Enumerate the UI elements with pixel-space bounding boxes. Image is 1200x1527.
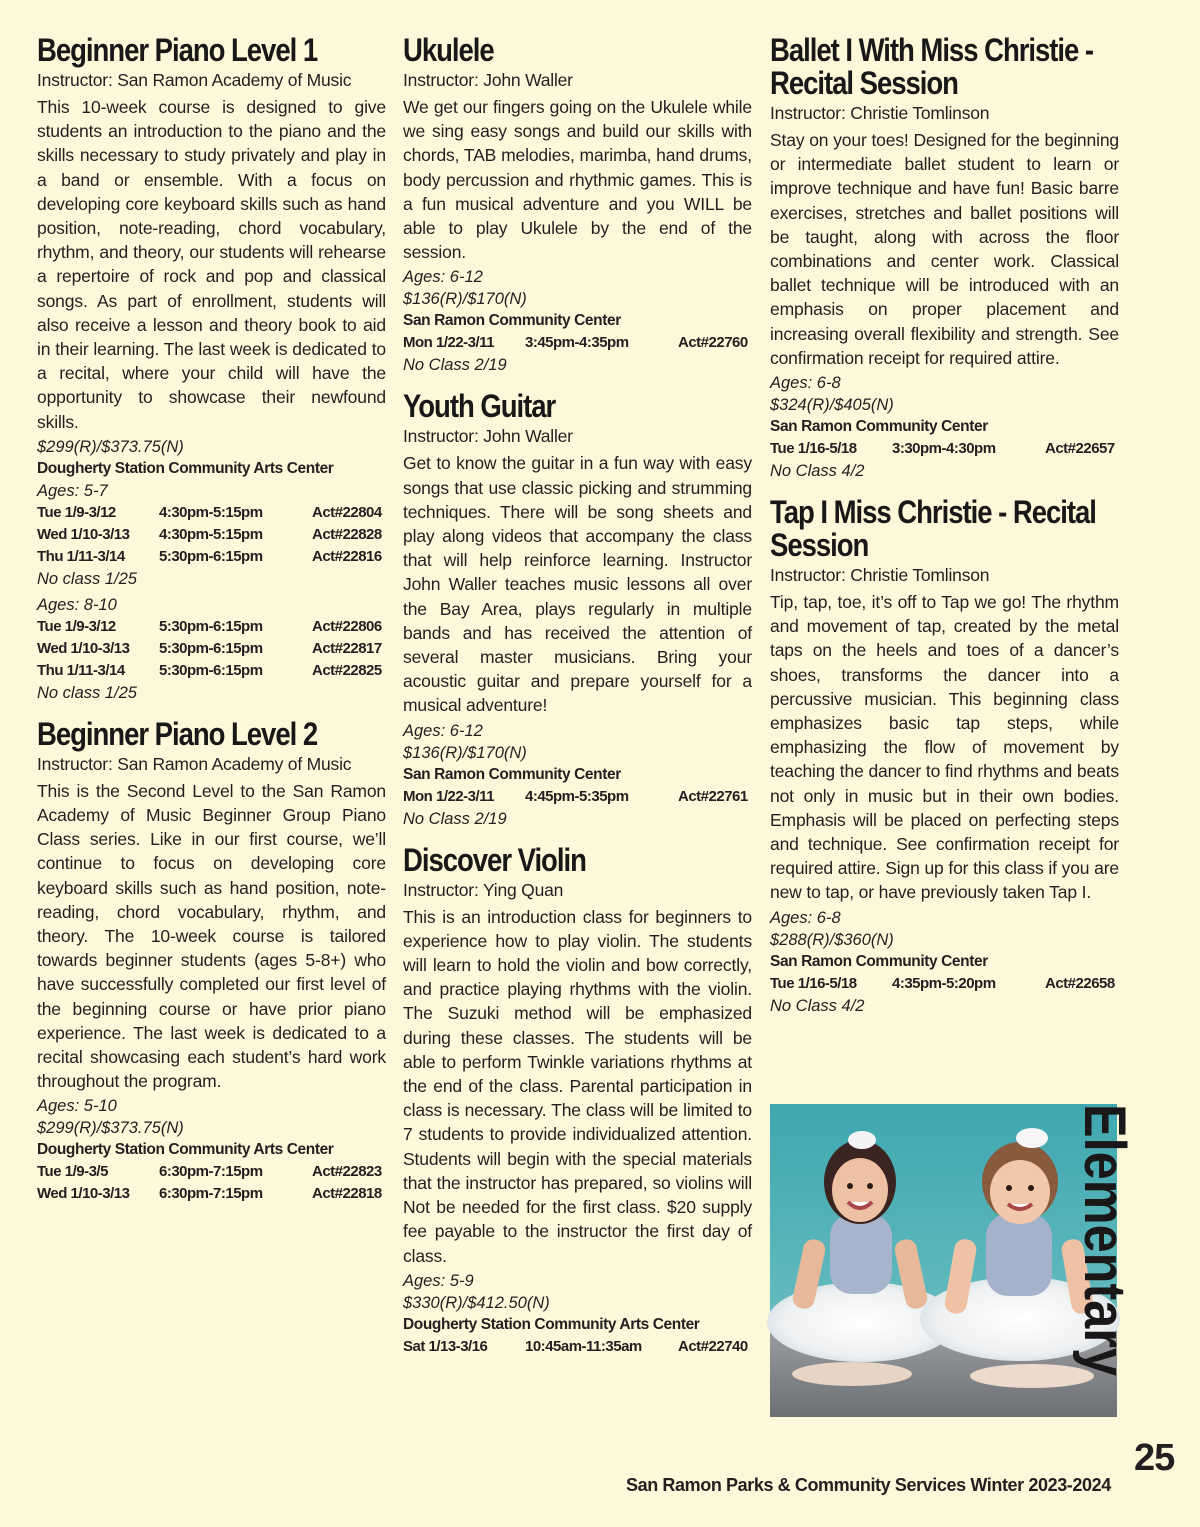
course-instructor: Instructor: San Ramon Academy of Music: [37, 753, 352, 774]
course-description: We get our fingers going on the Ukulele while we sing easy songs and build our skills with chords, TAB melodies, marimba, hand drums, body percussion and rhythmic games. This is a fun musical adventure and you WILL be able to play Ukulele by the end of the session.: [403, 97, 752, 263]
activity-number: Act#22804: [312, 503, 382, 521]
schedule-time: 5:30pm-6:15pm: [159, 661, 263, 679]
course-instructor: Instructor: John Waller: [403, 426, 573, 447]
section-tab: [1072, 1102, 1197, 1417]
course-location: Dougherty Station Community Arts Center: [37, 1141, 334, 1159]
course-location: San Ramon Community Center: [770, 418, 988, 436]
course-tap: [770, 496, 1119, 1017]
schedule-note: No class 1/25: [37, 569, 137, 588]
course-discover-violin: [403, 841, 752, 1358]
schedule-row: [37, 660, 386, 682]
course-title: Youth Guitar: [403, 388, 556, 425]
schedule-row: [37, 546, 386, 568]
schedule-date: Tue 1/9-3/12: [37, 617, 116, 635]
course-description: This 10-week course is designed to give students an introduction to the piano and the skills necessary to study privately and play in a band or ensemble. With a focus on developing core keyboard skills such as hand position, note-reading, chord vocabulary, rhythm, and theory, our students will rehearse a repertoire of rock and pop and classical songs. As part of enrollment, students will also receive a lesson and theory book to aid in their learning. The last week is dedicated to a recital, where your child will have the opportunity to showcase their newfound skills.: [37, 97, 386, 432]
activity-number: Act#22825: [312, 661, 382, 679]
schedule-note: No Class 4/2: [770, 462, 865, 481]
schedule-date: Wed 1/10-3/13: [37, 525, 130, 543]
course-ages: Ages: 5-9: [403, 1271, 474, 1290]
schedule-time: 5:30pm-6:15pm: [159, 617, 263, 635]
schedule-row: [37, 1161, 386, 1183]
course-price: $330(R)/$412.50(N): [403, 1293, 550, 1312]
schedule-time: 3:45pm-4:35pm: [525, 334, 629, 352]
schedule-date: Tue 1/16-5/18: [770, 440, 857, 458]
activity-number: Act#22806: [312, 617, 382, 635]
schedule-row: [37, 638, 386, 660]
course-description: Tip, tap, toe, it’s off to Tap we go! The rhythm and movement of tap, created by the metal taps on the heels and toes of a dancer’s shoes, transforms the dancer into a percussive musician. This beginning class emphasizes basic tap steps, while emphasizing the flow of movement by teaching the dancer to find rhythms and beats not only in music but in their own bodies. Emphasis will be placed on perfecting steps and technique. See confirmation receipt for required attire. Sign up for this class if you are new to tap, or have previously taken Tap I.: [770, 592, 1119, 903]
course-title: Beginner Piano Level 2: [37, 715, 318, 752]
schedule-date: Thu 1/11-3/14: [37, 661, 125, 679]
course-title: Tap I Miss Christie - Recital Session: [770, 494, 1096, 564]
course-instructor: Instructor: San Ramon Academy of Music: [37, 70, 352, 90]
schedule-time: 10:45am-11:35am: [525, 1337, 642, 1355]
schedule-row: [37, 502, 386, 524]
schedule-row: [403, 332, 752, 354]
course-instructor: Instructor: Christie Tomlinson: [770, 103, 990, 123]
course-instructor: Instructor: Christie Tomlinson: [770, 565, 990, 586]
course-price: $324(R)/$405(N): [770, 396, 894, 415]
schedule-row: [37, 616, 386, 638]
course-price: $288(R)/$360(N): [770, 930, 894, 949]
activity-number: Act#22817: [312, 639, 382, 657]
course-ballet: [770, 34, 1119, 482]
course-youth-guitar: [403, 390, 752, 829]
course-location: Dougherty Station Community Arts Center: [37, 459, 334, 477]
schedule-note: No Class 2/19: [403, 356, 507, 375]
schedule-date: Tue 1/9-3/5: [37, 1163, 108, 1181]
activity-number: Act#22761: [678, 787, 748, 805]
schedule-time: 6:30pm-7:15pm: [159, 1163, 263, 1181]
course-title: Ballet I With Miss Christie - Recital Session: [770, 32, 1094, 101]
schedule-note: No Class 2/19: [403, 809, 507, 828]
activity-number: Act#22816: [312, 547, 382, 565]
course-title: Beginner Piano Level 1: [37, 32, 318, 68]
course-ages: Ages: 8-10: [37, 595, 117, 614]
schedule-time: 4:30pm-5:15pm: [159, 503, 263, 521]
column-right: [770, 30, 1119, 1021]
course-ages: Ages: 6-12: [403, 721, 483, 740]
schedule-date: Mon 1/22-3/11: [403, 334, 495, 352]
course-title: Discover Violin: [403, 841, 586, 878]
course-ukulele: [403, 34, 752, 376]
course-beginner-piano-1: [37, 34, 386, 704]
schedule-time: 5:30pm-6:15pm: [159, 547, 263, 565]
activity-number: Act#22658: [1045, 974, 1115, 992]
ballet-dancers-photo: [770, 1104, 1117, 1417]
schedule-time: 4:45pm-5:35pm: [525, 787, 629, 805]
schedule-row: [770, 973, 1119, 995]
schedule-row: [403, 1336, 752, 1358]
course-price: $136(R)/$170(N): [403, 743, 527, 762]
section-tab-label: Elementary: [1072, 1104, 1137, 1417]
course-ages: Ages: 5-7: [37, 481, 108, 500]
schedule-note: No class 1/25: [37, 683, 137, 702]
schedule-date: Mon 1/22-3/11: [403, 787, 495, 805]
course-description: Stay on your toes! Designed for the beginning or intermediate ballet student to learn or improve technique and have fun! Basic barre exercises, stretches and ballet positions will be taught, along with across the floor combinations and center work. Classical ballet technique will be introduced with an emphasis on proper placement and increasing overall flexibility and strength. See confirmation receipt for required attire.: [770, 130, 1119, 368]
schedule-time: 5:30pm-6:15pm: [159, 639, 263, 657]
course-ages: Ages: 5-10: [37, 1097, 117, 1116]
schedule-row: [770, 438, 1119, 460]
column-middle: [403, 30, 752, 1362]
course-ages: Ages: 6-8: [770, 374, 841, 393]
schedule-row: [37, 524, 386, 546]
course-price: $299(R)/$373.75(N): [37, 1119, 184, 1138]
schedule-date: Thu 1/11-3/14: [37, 547, 125, 565]
course-location: San Ramon Community Center: [403, 312, 621, 330]
course-instructor: Instructor: Ying Quan: [403, 879, 564, 900]
schedule-date: Wed 1/10-3/13: [37, 1185, 130, 1203]
schedule-row: [403, 786, 752, 808]
course-description: This is an introduction class for beginners to experience how to play violin. The students will learn to hold the violin and bow correctly, and practice playing rhythms with the violin. The Suzuki method will be emphasized during these classes. The students will be able to perform Twinkle variations rhythms at the end of the class. Parental participation in class is necessary. The class will be limited to 7 students to provide individualized attention. Students will begin with the special materials that the instructor has prepared, so violins will Not be needed for the first class. $20 supply fee payable to the instructor the first day of class.: [403, 906, 752, 1266]
activity-number: Act#22740: [678, 1337, 748, 1355]
schedule-time: 6:30pm-7:15pm: [159, 1185, 263, 1203]
course-location: San Ramon Community Center: [770, 952, 988, 970]
course-description: This is the Second Level to the San Ramon Academy of Music Beginner Group Piano Class series. Like in our first course, we’ll continue to focus on developing core keyboard skills such as hand position, note-reading, chord vocabulary, rhythm, and theory. The 10-week course is tailored towards beginner students (ages 5-8+) who have successfully completed our first level of the beginning course or have prior piano experience. The last week is dedicated to a recital showcasing each student’s hard work throughout the program.: [37, 780, 386, 1092]
course-price: $299(R)/$373.75(N): [37, 437, 184, 456]
course-price: $136(R)/$170(N): [403, 290, 527, 309]
page-number: 25: [1134, 1437, 1175, 1479]
schedule-date: Tue 1/16-5/18: [770, 974, 857, 992]
course-location: Dougherty Station Community Arts Center: [403, 1315, 700, 1333]
course-location: San Ramon Community Center: [403, 765, 621, 783]
course-ages: Ages: 6-12: [403, 268, 483, 287]
column-left: [37, 30, 386, 1209]
activity-number: Act#22760: [678, 334, 748, 352]
activity-number: Act#22818: [312, 1185, 382, 1203]
schedule-time: 4:30pm-5:15pm: [159, 525, 263, 543]
schedule-date: Sat 1/13-3/16: [403, 1337, 488, 1355]
course-title: Ukulele: [403, 32, 494, 68]
course-description: Get to know the guitar in a fun way with easy songs that use classic picking and strumming techniques. There will be song sheets and play along videos that accompany the class that will help reinforce learning. Instructor John Waller teaches music lessons all over the Bay Area, plays regularly in multiple bands and has received the attention of several master musicians. Bring your acoustic guitar and prepare yourself for a musical adventure!: [403, 453, 752, 716]
schedule-time: 4:35pm-5:20pm: [892, 974, 996, 992]
schedule-time: 3:30pm-4:30pm: [892, 440, 996, 458]
course-ages: Ages: 6-8: [770, 908, 841, 927]
schedule-note: No Class 4/2: [770, 996, 865, 1015]
activity-number: Act#22823: [312, 1163, 382, 1181]
schedule-date: Tue 1/9-3/12: [37, 503, 116, 521]
schedule-row: [37, 1183, 386, 1205]
activity-number: Act#22657: [1045, 440, 1115, 458]
footer-publication: San Ramon Parks & Community Services Winter 2023-2024: [626, 1475, 1111, 1495]
schedule-date: Wed 1/10-3/13: [37, 639, 130, 657]
activity-number: Act#22828: [312, 525, 382, 543]
course-instructor: Instructor: John Waller: [403, 70, 573, 90]
course-beginner-piano-2: [37, 715, 386, 1206]
